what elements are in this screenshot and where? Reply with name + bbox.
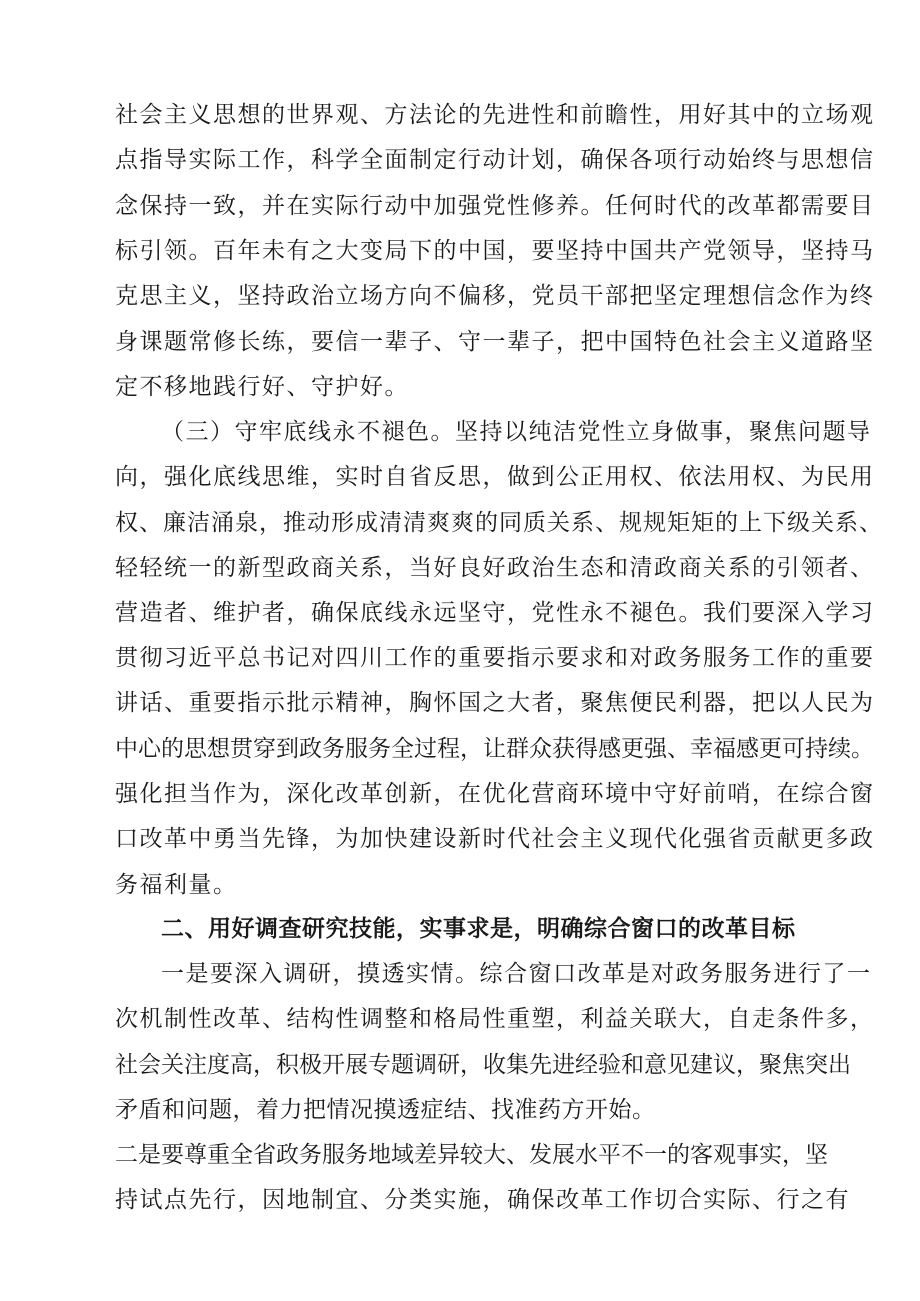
paragraph-1-line: 点指导实际工作，科学全面制定行动计划，确保各项行动始终与思想信	[115, 147, 875, 173]
paragraph-2-line: 讲话、重要指示批示精神，胸怀国之大者，聚焦便民利器，把以人民为	[115, 690, 875, 716]
paragraph-2-line: 轻轻统一的新型政商关系，当好良好政治生态和清政商关系的引领者、	[115, 555, 875, 581]
paragraph-3-line: 社会关注度高，积极开展专题调研，收集先进经验和意见建议，聚焦突出	[115, 1052, 851, 1078]
paragraph-4-line: 持试点先行，因地制宜、分类实施，确保改革工作切合实际、行之有	[115, 1187, 850, 1213]
paragraph-3-line: 一是要深入调研，摸透实情。综合窗口改革是对政务服务进行了一	[161, 961, 872, 987]
paragraph-3-line: 矛盾和问题，着力把情况摸透症结、找准药方开始。	[115, 1097, 656, 1123]
paragraph-2-line: （三）守牢底线永不褪色。坚持以纯洁党性立身做事，聚焦问题导	[161, 419, 872, 445]
paragraph-2-line: 中心的思想贯穿到政务服务全过程，让群众获得感更强、幸福感更可持续。	[115, 736, 874, 762]
paragraph-2-line: 贯彻习近平总书记对四川工作的重要指示要求和对政务服务工作的重要	[115, 645, 875, 671]
paragraph-1-line: 念保持一致，并在实际行动中加强党性修养。任何时代的改革都需要目	[115, 193, 875, 219]
paragraph-2-line: 强化担当作为，深化改革创新，在优化营商环境中守好前哨，在综合窗	[115, 781, 875, 807]
paragraph-1-line: 身课题常修长练，要信一辈子、守一辈子，把中国特色社会主义道路坚	[115, 329, 875, 355]
paragraph-1-line: 定不移地践行好、守护好。	[115, 374, 409, 400]
paragraph-1-line: 社会主义思想的世界观、方法论的先进性和前瞻性，用好其中的立场观	[115, 102, 875, 128]
paragraph-2-line: 营造者、维护者，确保底线永远坚守，党性永不褪色。我们要深入学习	[115, 600, 875, 626]
paragraph-2-line: 权、廉洁涌泉，推动形成清清爽爽的同质关系、规规矩矩的上下级关系、	[115, 510, 883, 536]
section-heading: 二、用好调查研究技能，实事求是，明确综合窗口的改革目标	[161, 916, 796, 942]
paragraph-2-line: 向，强化底线思维，实时自省反思，做到公正用权、依法用权、为民用	[115, 464, 875, 490]
paragraph-2-line: 务福利量。	[115, 872, 238, 898]
paragraph-4-line: 二是要尊重全省政务服务地域差异较大、发展水平不一的客观事实，坚	[115, 1142, 828, 1168]
paragraph-2-line: 口改革中勇当先锋，为加快建设新时代社会主义现代化强省贡献更多政	[115, 826, 875, 852]
paragraph-1-line: 克思主义，坚持政治立场方向不偏移，党员干部把坚定理想信念作为终	[115, 283, 875, 309]
paragraph-1-line: 标引领。百年未有之大变局下的中国，要坚持中国共产党领导，坚持马	[115, 238, 875, 264]
paragraph-3-line: 次机制性改革、结构性调整和格局性重塑，利益关联大，自走条件多，	[115, 1006, 875, 1032]
